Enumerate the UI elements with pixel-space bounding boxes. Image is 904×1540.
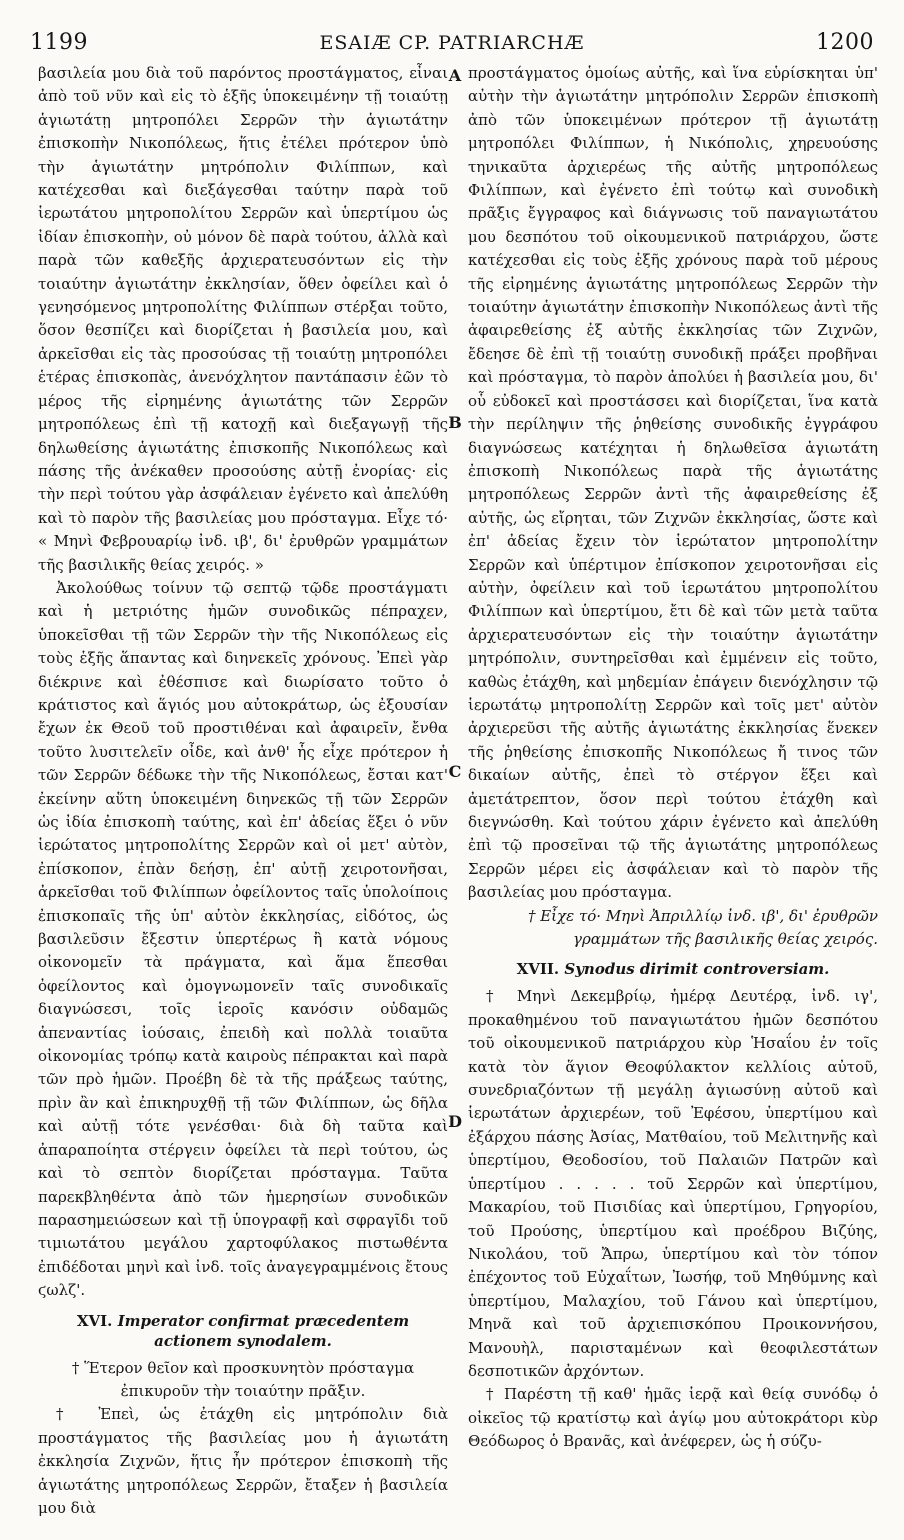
paragraph: † Παρέστη τῇ καθ' ἡμᾶς ἱερᾷ καὶ θείᾳ συνόδῳ ὁ οἰκεῖος τῷ κρατίστῳ καὶ ἁγίῳ μου αὐτοκράτορι κὺρ Θεόδωρος ὁ Βρανᾶς, καὶ ἀνέφερεν, ὡς ἡ σύζυ-: [468, 1385, 878, 1451]
subheading: † Ἕτερον θεῖον καὶ προσκυνητὸν πρόσταγμα ἐπικυροῦν τὴν τοιαύτην πρᾶξιν.: [71, 1358, 415, 1400]
section-title: Imperator confirmat præcedentem actionem synodalem.: [117, 1311, 410, 1350]
page-number-right: 1200: [816, 30, 874, 55]
margin-marker-b: B: [448, 413, 462, 432]
margin-marker-d: D: [448, 1112, 462, 1131]
section-heading-xvii: [468, 959, 878, 979]
running-title: ESAIÆ CP. PATRIARCHÆ: [319, 32, 585, 54]
margin-marker-c: C: [448, 762, 462, 781]
section-number: XVII.: [516, 960, 560, 979]
section-number: XVI.: [76, 1311, 113, 1330]
paragraph: βασιλεία μου διὰ τοῦ παρόντος προστάγματος, εἶναι ἀπὸ τοῦ νῦν καὶ εἰς τὸ ἑξῆς ὑποκειμένην τῇ τοιαύτῃ ἁγιωτάτῃ μητροπόλει Σερρῶν τὴν ἁγιωτάτην ἐπισκοπὴν Νικοπόλεως, ἥτις ἐτέλει πρότερον ὑπὸ τὴν ἁγιωτάτην μητρόπολιν Φιλίππων, καὶ κατέχεσθαι καὶ διεξάγεσθαι ταύτην παρὰ τοῦ ἱερωτάτου μητροπολίτου Σερρῶν καὶ ὑπερτίμου ὡς ἰδίαν ἐπισκοπὴν, οὐ μόνον δὲ παρὰ τούτου, ἀλλὰ καὶ παρὰ τῶν καθεξῆς ἀρχιερατευσόντων εἰς τὴν τοιαύτην ἁγιωτάτην ἐκκλησίαν, ὅθεν ὀφείλει καὶ ὁ γενησόμενος μητροπολίτης Φιλίππων στέρξαι τοῦτο, ὅσον θεσπίζει καὶ διορίζεται ἡ βασιλεία μου, καὶ ἀρκεῖσθαι εἰς τὰς προσούσας τῇ τοιαύτῃ μητροπόλει ἑτέρας ἐπισκοπὰς, ἀνενόχλητον παντάπασιν ἐῶν τὸ μέρος τῆς εἰρημένης ἁγιωτάτης τῶν Σερρῶν μητροπόλεως ἐπὶ τῇ κατοχῇ καὶ διεξαγωγῇ τῆς δηλωθείσης ἁγιωτάτης ἐπισκοπῆς Νικοπόλεως καὶ πάσης τῆς ἀνέκαθεν προσούσης αὐτῇ ἐνορίας· εἰς τὴν περὶ τούτου γὰρ ἀσφάλειαν ἐγένετο καὶ ἀπελύθη καὶ τὸ παρὸν τῆς βασιλείας μου πρόσταγμα. Εἶχε τό· « Μηνὶ Φεβρουαρίῳ ἰνδ. ιβ', δι' ἐρυθρῶν γραμμάτων τῆς βασιλικῆς θείας χειρός. »: [38, 64, 448, 574]
section-heading-xvi: [38, 1311, 448, 1351]
paragraph: προστάγματος ὁμοίως αὐτῆς, καὶ ἵνα εὑρίσκηται ὑπ' αὐτὴν τὴν ἁγιωτάτην μητρόπολιν Σερρῶν ἐπισκοπὴ ἀπὸ τῶν ὑποκειμένων πρότερον τῇ ἁγιωτάτῃ μητροπόλει Φιλίππων, ἡ Νικόπολις, χηρευούσης τηνικαῦτα ἀρχιερέως τῆς αὐτῆς μητροπόλεως Φιλίππων, καὶ ἐγένετο ἐπὶ τούτῳ καὶ συνοδικὴ πρᾶξις ἔγγραφος καὶ διάγνωσις τοῦ παναγιωτάτου μου δεσπότου τοῦ οἰκουμενικοῦ πατριάρχου, ὥστε κατέχεσθαι εἰς τοὺς ἑξῆς χρόνους παρὰ τοῦ μέρους τῆς εἰρημένης ἁγιωτάτης μητροπόλεως Σερρῶν τὴν τοιαύτην ἁγιωτάτην ἐπισκοπὴν Νικοπόλεως ἀντὶ τῆς ἀφαιρεθείσης ἐξ αὐτῆς ἐκκλησίας τῶν Ζιχνῶν, ἔδεησε δὲ ἐπὶ τῇ τοιαύτῃ συνοδικῇ πράξει προβῆναι καὶ πρόσταγμα, τὸ παρὸν ἀπολύει ἡ βασιλεία μου, δι' οὗ εὐδοκεῖ καὶ προστάσσει καὶ διορίζεται, ἵνα κατὰ τὴν περίληψιν τῆς ῥηθείσης συνοδικῆς ἐγγράφου διαγνώσεως κατέχηται ἡ δηλωθεῖσα ἁγιωτάτη ἐπισκοπὴ Νικοπόλεως παρὰ τῆς ἁγιωτάτης μητροπόλεως Σερρῶν ἀντὶ τῆς ἀφαιρεθείσης ἐξ αὐτῆς, ὡς εἴρηται, τῶν Ζιχνῶν ἐκκλησίας, ὥστε καὶ ἐπ' ἀδείας ἔχειν τὸν ἱερώτατον μητροπολίτην Σερρῶν καὶ ὑπέρτιμον ἐπίσκοπον χειροτονῆσαι εἰς αὐτὴν, ὀφείλειν καὶ τοῦ ἱερωτάτου μητροπολίτου Φιλίππων καὶ ὑπερτίμου, ἔτι δὲ καὶ τῶν μετὰ ταῦτα ἀρχιερατευσόντων εἰς τὴν τοιαύτην ἁγιωτάτην μητρόπολιν, συντηρεῖσθαι καὶ ἐμμένειν εἰς τοῦτο, καθὼς ἐτάχθη, καὶ μηδεμίαν ἐπάγειν διενόχλησιν τῷ ἱερωτάτῳ μητροπολίτῃ Σερρῶν καὶ τοῖς μετ' αὐτὸν ἀρχιερεῦσι τῆς αὐτῆς ἁγιωτάτης ἐκκλησίας ἕνεκεν τῆς ῥηθείσης ἐπισκοπῆς Νικοπόλεως ἤ τινος τῶν δικαίων αὐτῆς, ἐπεὶ τὸ στέργον ἕξει καὶ ἀμετάτρεπτον, ὅσον περὶ τούτου ἐτάχθη καὶ διεγνώσθη. Καὶ τούτου χάριν ἐγένετο καὶ ἀπελύθη ἐπὶ τῷ προσεῖναι τῷ τῆς ἁγιωτάτης μητροπόλεως Σερρῶν μέρει εἰς ἀσφάλειαν καὶ τὸ παρὸν τῆς βασιλείας μου πρόσταγμα.: [468, 64, 878, 902]
page-number-left: 1199: [30, 30, 88, 55]
paragraph: Ἀκολούθως τοίνυν τῷ σεπτῷ τῷδε προστάγματι καὶ ἡ μετριότης ἡμῶν συνοδικῶς πέπραχεν, ὑποκεῖσθαι τῇ τῶν Σερρῶν τὴν τῆς Νικοπόλεως εἰς τοὺς ἑξῆς ἅπαντας καὶ διηνεκεῖς χρόνους. Ἐπεὶ γὰρ διέκρινε καὶ ἐθέσπισε καὶ διωρίσατο τοῦτο ὁ κράτιστος καὶ ἅγιός μου αὐτοκράτωρ, ὡς ἐξουσίαν ἔχων ἐκ Θεοῦ τοῦ προστιθέναι καὶ ἀφαιρεῖν, ἔνθα τοῦτο λυσιτελεῖν οἶδε, καὶ ἀνθ' ἧς εἶχε πρότερον ἡ τῶν Σερρῶν δέδωκε τὴν τῆς Νικοπόλεως, ἔσται κατ' ἐκείνην αὕτη ὑποκειμένη διηνεκῶς τῇ τῶν Σερρῶν ὡς ἰδία ἐπισκοπὴ ταύτης, καὶ ἐπ' ἀδείας ἕξει ὁ νῦν ἱερώτατος μητροπολίτης Σερρῶν καὶ οἱ μετ' αὐτὸν, ἐπίσκοπον, ἐπὰν δεήσῃ, ἐπ' αὐτῇ χειροτονῆσαι, ἀρκεῖσθαι τοῦ Φιλίππων ὀφείλοντος ταῖς ὑπολοίποις ἐπισκοπαῖς τῆς ὑπ' αὐτὸν ἐκκλησίας, εἰδότος, ὡς βασιλεῦσιν ἔξεστιν ὑπερτέρως ἢ κατὰ νόμους οἰκονομεῖν τὰ πράγματα, καὶ ἅμα ἕπεσθαι ὀφείλοντος καὶ ὁμογνωμονεῖν ταῖς συνοδικαῖς διαγνώσεσι, τοῖς ἱεροῖς κανόσιν οὐδαμῶς ἀπεναντίας ἰούσαις, ἐπειδὴ καὶ πολλὰ τοιαῦτα οἰκονομίας τρόπῳ κατὰ καιροὺς πέπρακται καὶ παρὰ τῶν πρὸ ἡμῶν. Προέβη δὲ τὰ τῆς πράξεως ταύτης, πρὶν ἂν καὶ ἐπικηρυχθῇ τῇ τῶν Φιλίππων, ὡς δῆλα καὶ αὐτῇ τότε γενέσθαι· διὰ δὴ ταῦτα καὶ ἀπαραποίητα στέργειν ὀφείλει τὰ περὶ τούτου, ὡς καὶ τὸ σεπτὸν διορίζεται πρόσταγμα. Ταῦτα παρεκβληθέντα ἀπὸ τῶν ἡμερησίων συνοδικῶν παρασημειώσεων καὶ τῇ ὑπογραφῇ καὶ σφραγῖδι τοῦ τιμιωτάτου μεγάλου χαρτοφύλακος πιστωθέντα ἐπιδέδοται μηνὶ καὶ ἰνδ. τοῖς ἀναγεγραμμένοις ἔτους ϛωλζ'.: [38, 578, 448, 1300]
subscription: † Εἶχε τό· Μηνὶ Ἀπριλλίῳ ἰνδ. ιβ', δι' ἐρυθρῶν γραμμάτων τῆς βασιλικῆς θείας χειρός.: [527, 906, 878, 949]
paragraph: † Μηνὶ Δεκεμβρίῳ, ἡμέρᾳ Δευτέρᾳ, ἰνδ. ιγ', προκαθημένου τοῦ παναγιωτάτου ἡμῶν δεσπότου τοῦ οἰκουμενικοῦ πατριάρχου κὺρ Ἡσαΐου ἐν τοῖς κατὰ τὸν ἅγιον Θεοφύλακτον κελλίοις αὐτοῦ, συνεδριαζόντων τῇ μεγάλῃ ἁγιωσύνῃ αὐτοῦ καὶ ἱερωτάτων ἀρχιερέων, τοῦ Ἐφέσου, ὑπερτίμου καὶ ἐξάρχου πάσης Ἀσίας, Ματθαίου, τοῦ Μελιτηνῆς καὶ ὑπερτίμου, Θεοδοσίου, τοῦ Παλαιῶν Πατρῶν καὶ ὑπερτίμου . . . . . τοῦ Σερρῶν καὶ ὑπερτίμου, Μακαρίου, τοῦ Πισιδίας καὶ ὑπερτίμου, Γρηγορίου, τοῦ Προύσης, ὑπερτίμου καὶ προέδρου Βιζύης, Νικολάου, τοῦ Ἄπρω, ὑπερτίμου καὶ τὸν τόπον ἐπέχοντος τοῦ Εὐχαΐτων, Ἰωσήφ, τοῦ Μηθύμνης καὶ ὑπερτίμου, Μαλαχίου, τοῦ Γάνου καὶ ὑπερτίμου, Μηνᾶ καὶ τοῦ ἀρχιεπισκόπου Προικοννήσου, Μανουὴλ, παρισταμένων καὶ θεοφιλεστάτων δεσποτικῶν ἀρχόντων.: [468, 987, 878, 1380]
right-column: [468, 62, 878, 1454]
page-header: [30, 22, 874, 62]
section-title: Synodus dirimit controversiam.: [564, 960, 830, 979]
left-column: [38, 62, 448, 1520]
paragraph: † Ἐπεὶ, ὡς ἐτάχθη εἰς μητρόπολιν διὰ προστάγματος τῆς βασιλείας μου ἡ ἁγιωτάτη ἐκκλησία Ζιχνῶν, ἥτις ἦν πρότερον ἐπισκοπὴ τῆς ἁγιωτάτης μητροπόλεως Σερρῶν, ἔταξεν ἡ βασιλεία μου διὰ: [38, 1405, 448, 1517]
margin-marker-a: A: [448, 66, 462, 85]
